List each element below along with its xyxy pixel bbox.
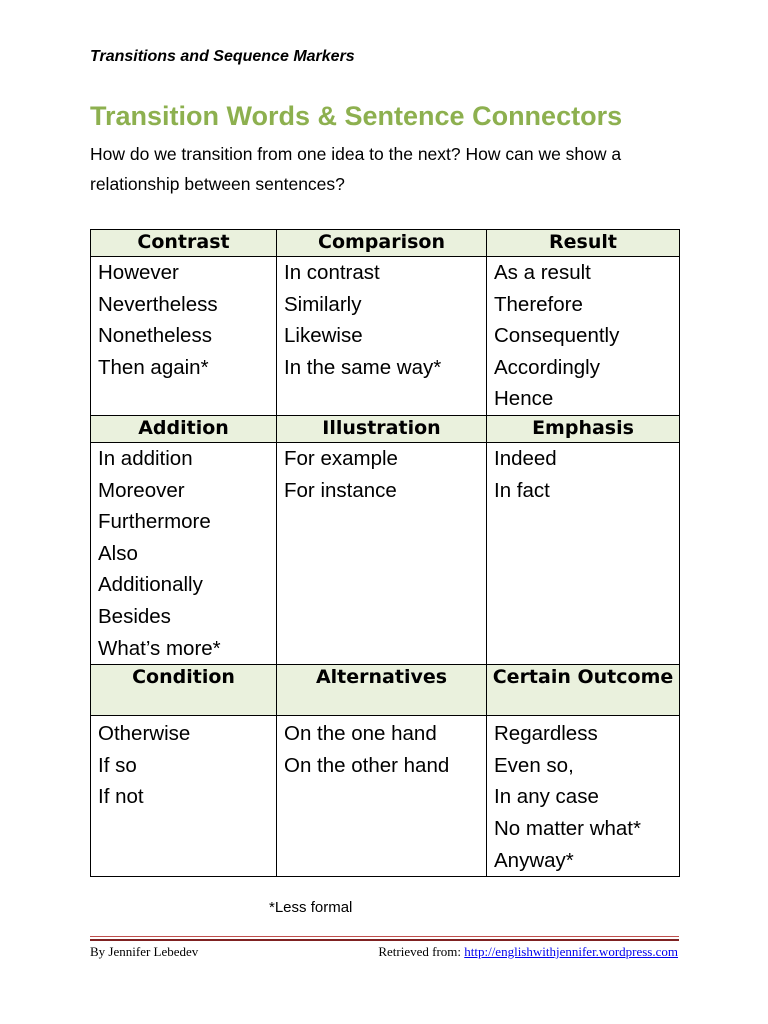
word-cell [487,442,680,664]
connector-word: Accordingly [494,355,600,379]
connector-word: However [98,261,179,284]
connector-word: Also [98,541,138,565]
connector-word: Even so, [494,753,574,777]
connector-word: On the one hand [284,722,437,746]
category-header: Result [487,230,680,257]
connector-word: Otherwise [98,722,191,746]
category-header: Addition [91,415,277,442]
word-row [91,442,680,664]
header-row [91,665,680,716]
footer-divider [90,936,679,937]
connector-word: In fact [494,478,550,502]
word-cell [277,716,487,877]
category-header: Emphasis [487,415,680,442]
connector-word: Besides [98,604,171,628]
category-header: Condition [91,665,277,716]
connector-word: What’s more* [98,636,221,660]
word-cell [277,257,487,416]
connector-word: Therefore [494,292,583,316]
document-header: Transitions and Sequence Markers [90,48,355,65]
connector-word: Furthermore [98,510,211,534]
word-cell [277,442,487,664]
source-link[interactable]: http://englishwithjennifer.wordpress.com [464,944,678,959]
category-header: Alternatives [277,665,487,716]
connector-word: Nevertheless [98,292,218,316]
connector-word: Nonetheless [98,324,212,348]
category-header: Contrast [91,230,277,257]
word-cell [91,716,277,877]
connector-word: If not [98,785,144,809]
connector-word: Regardless [494,722,598,746]
connector-word: If so [98,753,137,777]
footer-author: By Jennifer Lebedev [90,944,199,959]
connector-word: No matter what* [494,816,641,840]
category-header: Comparison [277,230,487,257]
word-row [91,716,680,877]
connectors-table [90,229,680,877]
word-cell [91,257,277,416]
connector-word: Then again* [98,355,209,379]
word-row [91,257,680,416]
connector-word: Likewise [284,324,363,348]
connector-word: For instance [284,478,397,502]
footer-divider [90,939,679,941]
word-cell [487,257,680,416]
connector-word: As a result [494,261,591,284]
connector-word: For example [284,446,398,470]
connector-word: On the other hand [284,753,450,777]
word-cell [91,442,277,664]
category-header: Certain Outcome [487,665,680,716]
word-cell [487,716,680,877]
connector-word: In contrast [284,261,380,284]
header-row [91,415,680,442]
header-row [91,230,680,257]
category-header: Illustration [277,415,487,442]
connector-word: Moreover [98,478,185,502]
footer-retrieved-label: Retrieved from: [378,944,461,959]
connector-word: Indeed [494,446,557,470]
connector-word: Additionally [98,573,203,597]
connector-word: Consequently [494,324,620,348]
connector-word: Similarly [284,292,362,316]
intro-text: How do we transition from one idea to the next? How can we show a relationship between sentences? [90,144,622,194]
connector-word: In the same way* [284,355,442,379]
connector-word: In addition [98,446,193,470]
footer-source [378,944,678,960]
connector-word: In any case [494,785,599,809]
connector-word: Hence [494,387,554,411]
connector-word: Anyway* [494,848,574,872]
footnote: *Less formal [269,899,353,916]
page-title: Transition Words & Sentence Connectors [90,101,623,131]
